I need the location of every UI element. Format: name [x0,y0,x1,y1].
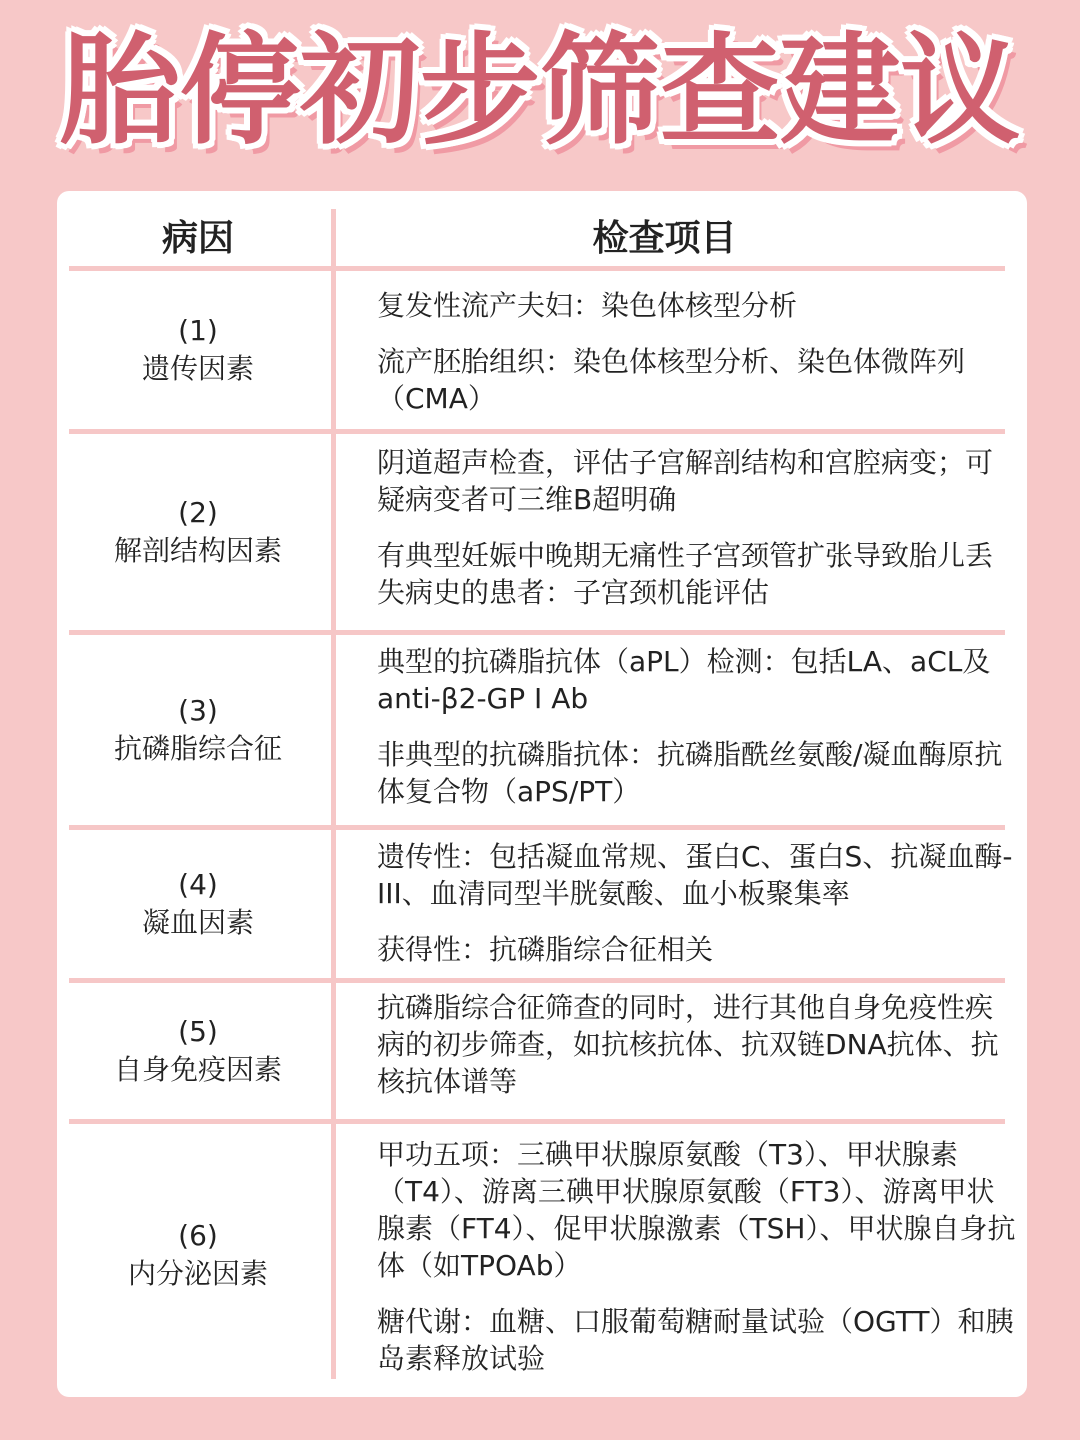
table-row [57,271,1027,429]
table-row [57,635,1027,825]
table-row [57,434,1027,630]
check-item: 典型的抗磷脂抗体（aPL）检测：包括LA、aCL及anti-β2-GP I Ab [377,645,991,715]
cause-cell [67,271,329,429]
cause-number: (3) [178,694,218,727]
cause-cell [67,635,329,825]
items-cell [377,643,1017,829]
cause-name: 自身免疫因素 [113,1053,282,1086]
cause-cell [67,983,329,1119]
cause-name: 内分泌因素 [127,1257,268,1290]
table-row [57,830,1027,978]
check-item: 甲功五项：三碘甲状腺原氨酸（T3）、甲状腺素（T4）、游离三碘甲状腺原氨酸（FT3）、游离甲状腺素（FT4）、促甲状腺激素（TSH）、甲状腺自身抗体（如TPOAb） [377,1138,1016,1282]
page-title: 胎停初步筛查建议 [60,22,1020,161]
table-row [57,1124,1027,1386]
check-item: 非典型的抗磷脂抗体：抗磷脂酰丝氨酸/凝血酶原抗体复合物（aPS/PT） [377,738,1003,808]
cause-number: (4) [178,868,218,901]
check-item: 流产胚胎组织：染色体核型分析、染色体微阵列（CMA） [377,345,966,415]
cause-cell [67,830,329,978]
check-item: 抗磷脂综合征筛查的同时，进行其他自身免疫性疾病的初步筛查，如抗核抗体、抗双链DNA抗体、抗核抗体谱等 [377,991,999,1098]
table-row [57,983,1027,1119]
cause-name: 解剖结构因素 [113,534,282,567]
header-items: 检查项目 [592,217,737,259]
items-cell [377,444,1017,630]
cause-number: (1) [178,314,218,347]
cause-cell [67,434,329,630]
header-cause: 病因 [161,217,234,259]
cause-name: 抗磷脂综合征 [113,732,282,765]
check-item: 阴道超声检查，评估子宫解剖结构和宫腔病变；可疑病变者可三维B超明确 [377,446,994,516]
check-item: 获得性：抗磷脂综合征相关 [377,933,714,966]
check-item: 有典型妊娠中晚期无痛性子宫颈管扩张导致胎儿丢失病史的患者：子宫颈机能评估 [377,539,994,609]
screening-table [57,191,1027,1397]
check-item: 复发性流产夫妇：染色体核型分析 [377,289,798,322]
check-item: 遗传性：包括凝血常规、蛋白C、蛋白S、抗凝血酶-III、血清同型半胱氨酸、血小板聚集率 [377,840,1013,910]
cause-number: (5) [178,1015,218,1048]
cause-number: (6) [178,1219,218,1252]
items-cell [377,287,1017,436]
cause-name: 遗传因素 [141,352,254,385]
cause-number: (2) [178,496,218,529]
items-cell [377,838,1017,987]
cause-name: 凝血因素 [141,906,254,939]
items-cell [377,1136,1017,1396]
check-item: 糖代谢：血糖、口服葡萄糖耐量试验（OGTT）和胰岛素释放试验 [377,1305,1014,1375]
items-cell [377,989,1017,1119]
cause-cell [67,1124,329,1386]
